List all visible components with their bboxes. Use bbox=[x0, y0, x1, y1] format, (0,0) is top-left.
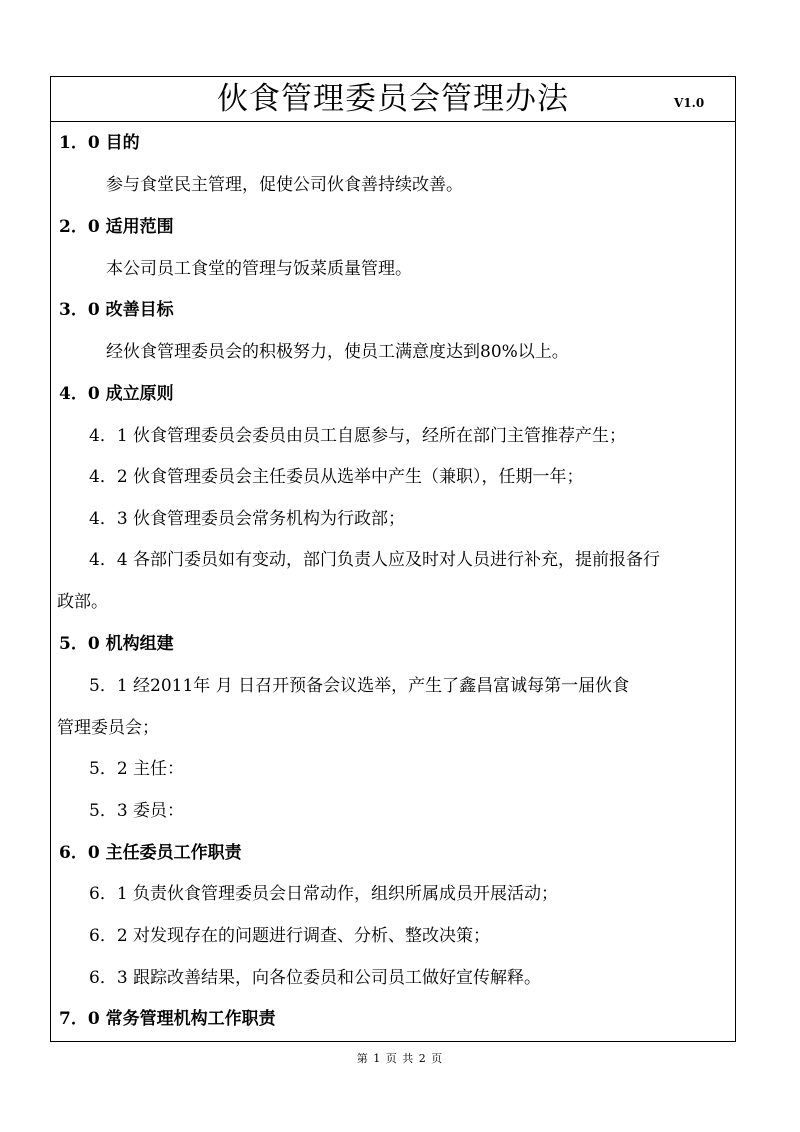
paragraph-line: 6．1 负责伙食管理委员会日常动作，组织所属成员开展活动； bbox=[89, 884, 559, 904]
section-heading: 4．0 成立原则 bbox=[59, 384, 174, 404]
paragraph-line: 本公司员工食堂的管理与饭菜质量管理。 bbox=[106, 259, 412, 279]
section-heading: 7．0 常务管理机构工作职责 bbox=[59, 1009, 276, 1029]
paragraph-line: 经伙食管理委员会的积极努力，使员工满意度达到80%以上。 bbox=[106, 342, 569, 362]
paragraph-line: 参与食堂民主管理，促使公司伙食善持续改善。 bbox=[106, 175, 463, 195]
section-heading: 1．0 目的 bbox=[59, 133, 140, 153]
title-row bbox=[51, 77, 735, 122]
paragraph-line: 6．2 对发现存在的问题进行调查、分析、整改决策； bbox=[89, 926, 491, 946]
paragraph-line: 5．2 主任： bbox=[89, 759, 185, 779]
section-heading: 3．0 改善目标 bbox=[59, 300, 174, 320]
section-heading: 2．0 适用范围 bbox=[59, 217, 174, 237]
document-frame bbox=[50, 76, 736, 1042]
version-label: V1.0 bbox=[674, 96, 705, 110]
document-title: 伙食管理委员会管理办法 bbox=[217, 81, 569, 117]
paragraph-line: 5．1 经2011年 月 日召开预备会议选举，产生了鑫昌富诚每第一届伙食 bbox=[89, 676, 630, 696]
section-heading: 6．0 主任委员工作职责 bbox=[59, 843, 242, 863]
section-heading: 5．0 机构组建 bbox=[59, 634, 174, 654]
paragraph-line: 4．3 伙食管理委员会常务机构为行政部； bbox=[89, 509, 406, 529]
paragraph-line: 4．1 伙食管理委员会委员由员工自愿参与，经所在部门主管推荐产生； bbox=[89, 426, 627, 446]
paragraph-line: 4．2 伙食管理委员会主任委员从选举中产生（兼职），任期一年； bbox=[89, 467, 584, 487]
paragraph-line: 管理委员会； bbox=[57, 718, 159, 738]
paragraph-line: 政部。 bbox=[57, 592, 108, 612]
page-footer: 第 1 页 共 2 页 bbox=[356, 1052, 444, 1065]
paragraph-line: 5．3 委员： bbox=[89, 801, 185, 821]
paragraph-line: 6．3 跟踪改善结果，向各位委员和公司员工做好宣传解释。 bbox=[89, 968, 542, 988]
paragraph-line: 4．4 各部门委员如有变动，部门负责人应及时对人员进行补充，提前报备行 bbox=[89, 550, 661, 570]
